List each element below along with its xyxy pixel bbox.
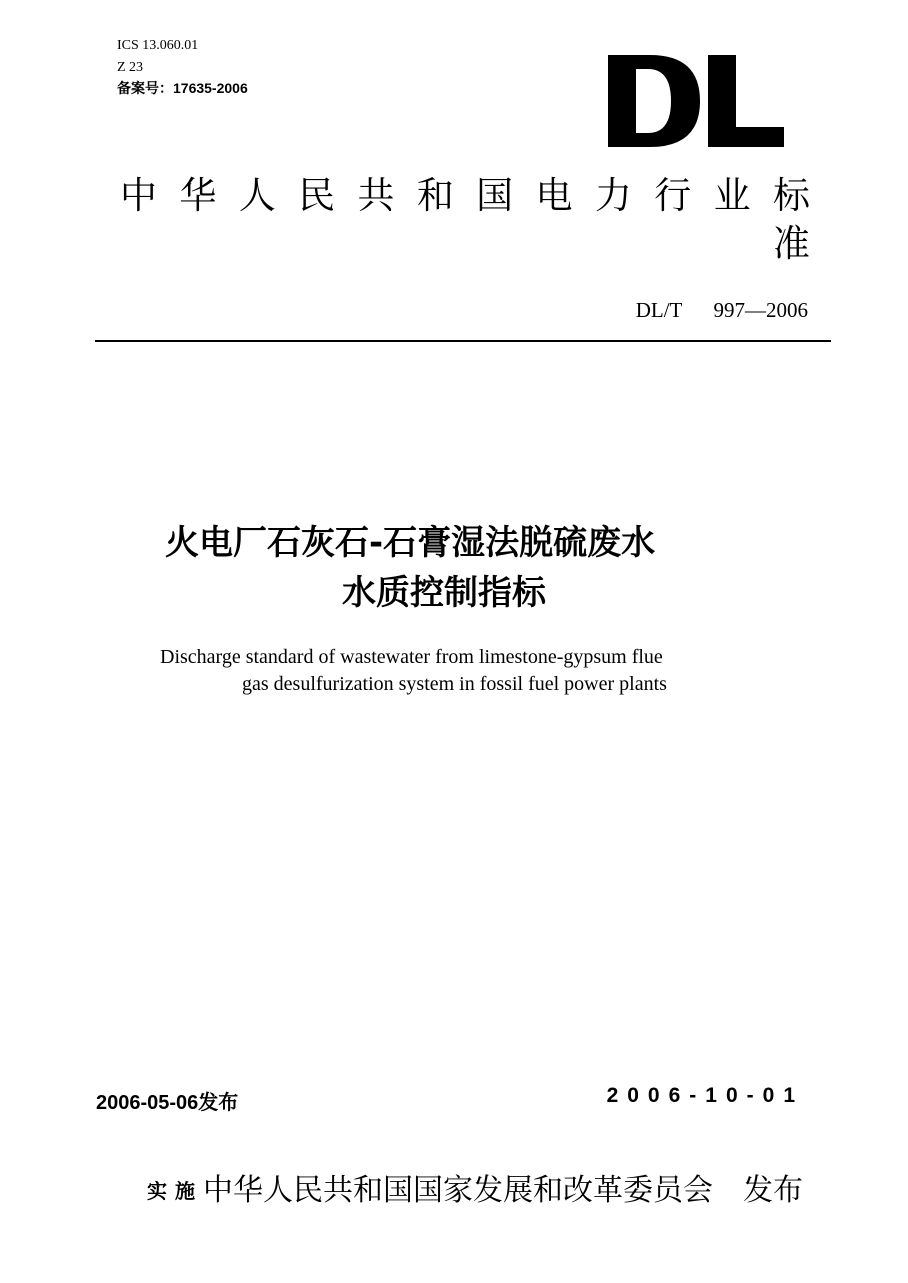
english-title-line-2: gas desulfurization system in fossil fuel power plants (242, 673, 667, 695)
ics-code: ICS 13.060.01 (117, 38, 199, 53)
issue-date: 2006-05-06发布 (96, 1092, 239, 1114)
english-title (160, 644, 800, 698)
issuer-block (147, 1150, 837, 1232)
chinese-title-line-1: 火电厂石灰石-石膏湿法脱硫废水 (165, 523, 656, 563)
dl-logo (608, 55, 784, 147)
standard-number: DL/T 997—2006 (635, 298, 808, 322)
issuer-suffix: 发布 (743, 1173, 803, 1208)
logo-letter-d (608, 55, 700, 147)
header-title: 中华人民共和国电力行业标准 (120, 174, 832, 265)
issuer-prefix: 实施 (147, 1179, 203, 1203)
chinese-title-line-2: 水质控制指标 (342, 573, 546, 613)
issuer-name: 中华人民共和国国家发展和改革委员会 (203, 1173, 713, 1208)
classification-code: Z 23 (117, 60, 144, 75)
record-number: 备案号：17635-2006 (117, 80, 248, 96)
english-title-line-1: Discharge standard of wastewater from limestone-gypsum flue (160, 646, 663, 668)
logo-letter-l (708, 55, 784, 147)
header-divider (95, 340, 831, 342)
chinese-title (100, 518, 830, 618)
implementation-date: 2006-10-01 (606, 1084, 804, 1107)
